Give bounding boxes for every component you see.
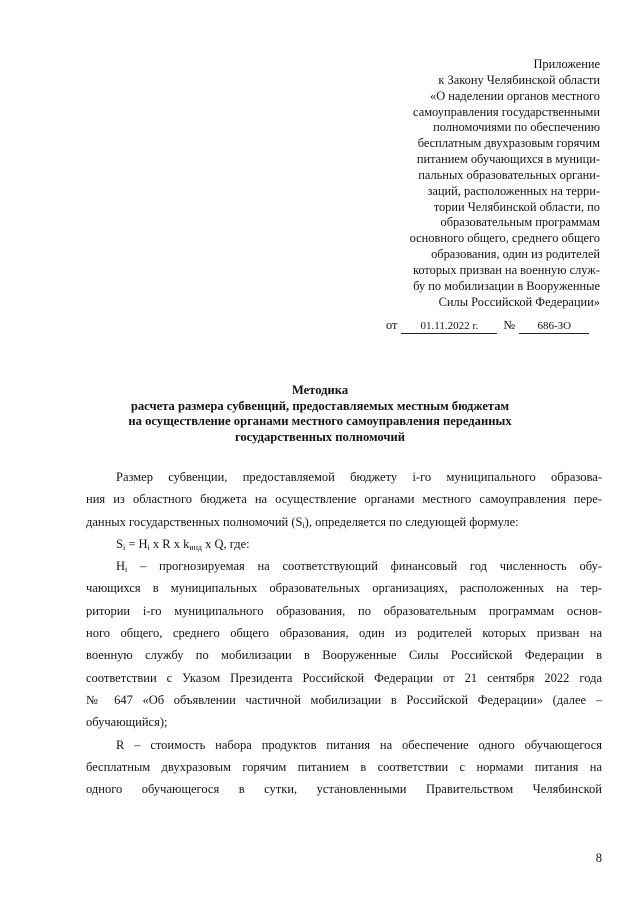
appendix-line: бу по мобилизации в Вооруженные bbox=[413, 278, 600, 293]
appendix-line: к Закону Челябинской области bbox=[438, 72, 600, 87]
appendix-line: образовательным программам bbox=[440, 215, 600, 230]
appendix-line: бесплатным двухразовым горячим bbox=[417, 136, 600, 151]
definition-line: ного общего, среднего общего образования, один из родителей которых призван на bbox=[86, 626, 602, 641]
title-line: на осуществление органами местного самоуправления переданных bbox=[128, 414, 512, 429]
title-line: Методика bbox=[291, 383, 349, 397]
appendix-line: полномочиями по обеспечению bbox=[433, 120, 600, 135]
appendix-line: которых призван на военную служ- bbox=[412, 262, 600, 277]
formula-s: S bbox=[116, 536, 123, 551]
definition-r-line: одного обучающегося в сутки, установленными Правительством Челябинской bbox=[86, 782, 602, 797]
document-body bbox=[86, 466, 602, 800]
definition-line: № 647 «Об объявлении частичной мобилизации в Российской Федерации» (далее – bbox=[86, 692, 602, 707]
h-subscript: i bbox=[125, 565, 128, 575]
definition-line: соответствии с Указом Президента Российской Федерации от 21 сентября 2022 года bbox=[86, 670, 602, 685]
definition-line: ритории i-го муниципального образования, по образовательным программам основ- bbox=[86, 603, 602, 618]
paragraph-line: ния из областного бюджета на осуществление органами местного самоуправления пере- bbox=[86, 492, 602, 507]
formula-h: = H bbox=[125, 536, 148, 551]
law-number: 686-ЗО bbox=[519, 320, 589, 334]
appendix-line: пальных образовательных органи- bbox=[418, 167, 600, 182]
definition-line: чающихся в муниципальных образовательных организациях, расположенных на тер- bbox=[86, 581, 602, 596]
from-label: от bbox=[386, 318, 398, 332]
law-date: 01.11.2022 г. bbox=[401, 320, 497, 334]
appendix-line: образования, один из родителей bbox=[431, 247, 600, 262]
formula-middle: x R x k bbox=[149, 536, 190, 551]
formula-k-subscript: инд bbox=[189, 542, 202, 552]
appendix-line: заций, расположенных на терри- bbox=[427, 183, 600, 198]
title-line: расчета размера субвенций, предоставляемых местным бюджетам bbox=[130, 398, 510, 413]
formula bbox=[86, 533, 602, 555]
definition-line: обучающийся); bbox=[86, 715, 168, 730]
definition-r-line: R – стоимость набора продуктов питания на обеспечение одного обучающегося bbox=[116, 737, 602, 752]
definition-text: – прогнозируемая на соответствующий финансовый год численность обу- bbox=[127, 559, 602, 574]
paragraph-line: Размер субвенции, предоставляемой бюджету i-го муниципального образова- bbox=[116, 470, 602, 484]
document-title bbox=[100, 383, 540, 445]
paragraph-text: ), определяется по следующей формуле: bbox=[304, 514, 519, 529]
appendix-header bbox=[300, 57, 600, 311]
formula-s-subscript: i bbox=[122, 542, 126, 552]
formula-tail: x Q, где: bbox=[201, 536, 250, 551]
appendix-line: «О наделении органов местного bbox=[430, 88, 600, 103]
appendix-line: основного общего, среднего общего bbox=[409, 231, 600, 246]
appendix-line: Силы Российской Федерации» bbox=[438, 294, 600, 309]
page-number: 8 bbox=[595, 851, 602, 865]
law-date-number-line bbox=[386, 317, 606, 334]
number-label: № bbox=[503, 318, 516, 332]
definition-line: военную службу по мобилизации в Вооруженные Силы Российской Федерации в bbox=[86, 648, 602, 663]
h-symbol: H bbox=[116, 559, 126, 574]
appendix-line: Приложение bbox=[533, 57, 600, 71]
formula-h-subscript: i bbox=[147, 542, 150, 552]
title-line: государственных полномочий bbox=[234, 429, 406, 444]
appendix-line: самоуправления государственными bbox=[413, 104, 600, 119]
subscript: i bbox=[302, 520, 305, 530]
definition-h-line bbox=[86, 555, 602, 577]
appendix-line: тории Челябинской области, по bbox=[433, 199, 600, 214]
paragraph-text: данных государственных полномочий (S bbox=[86, 514, 303, 529]
paragraph-line bbox=[86, 511, 602, 533]
appendix-line: питанием обучающихся в муници- bbox=[416, 152, 600, 167]
definition-r-line: бесплатным двухразовым горячим питанием в соответствии с нормами питания на bbox=[86, 759, 602, 774]
